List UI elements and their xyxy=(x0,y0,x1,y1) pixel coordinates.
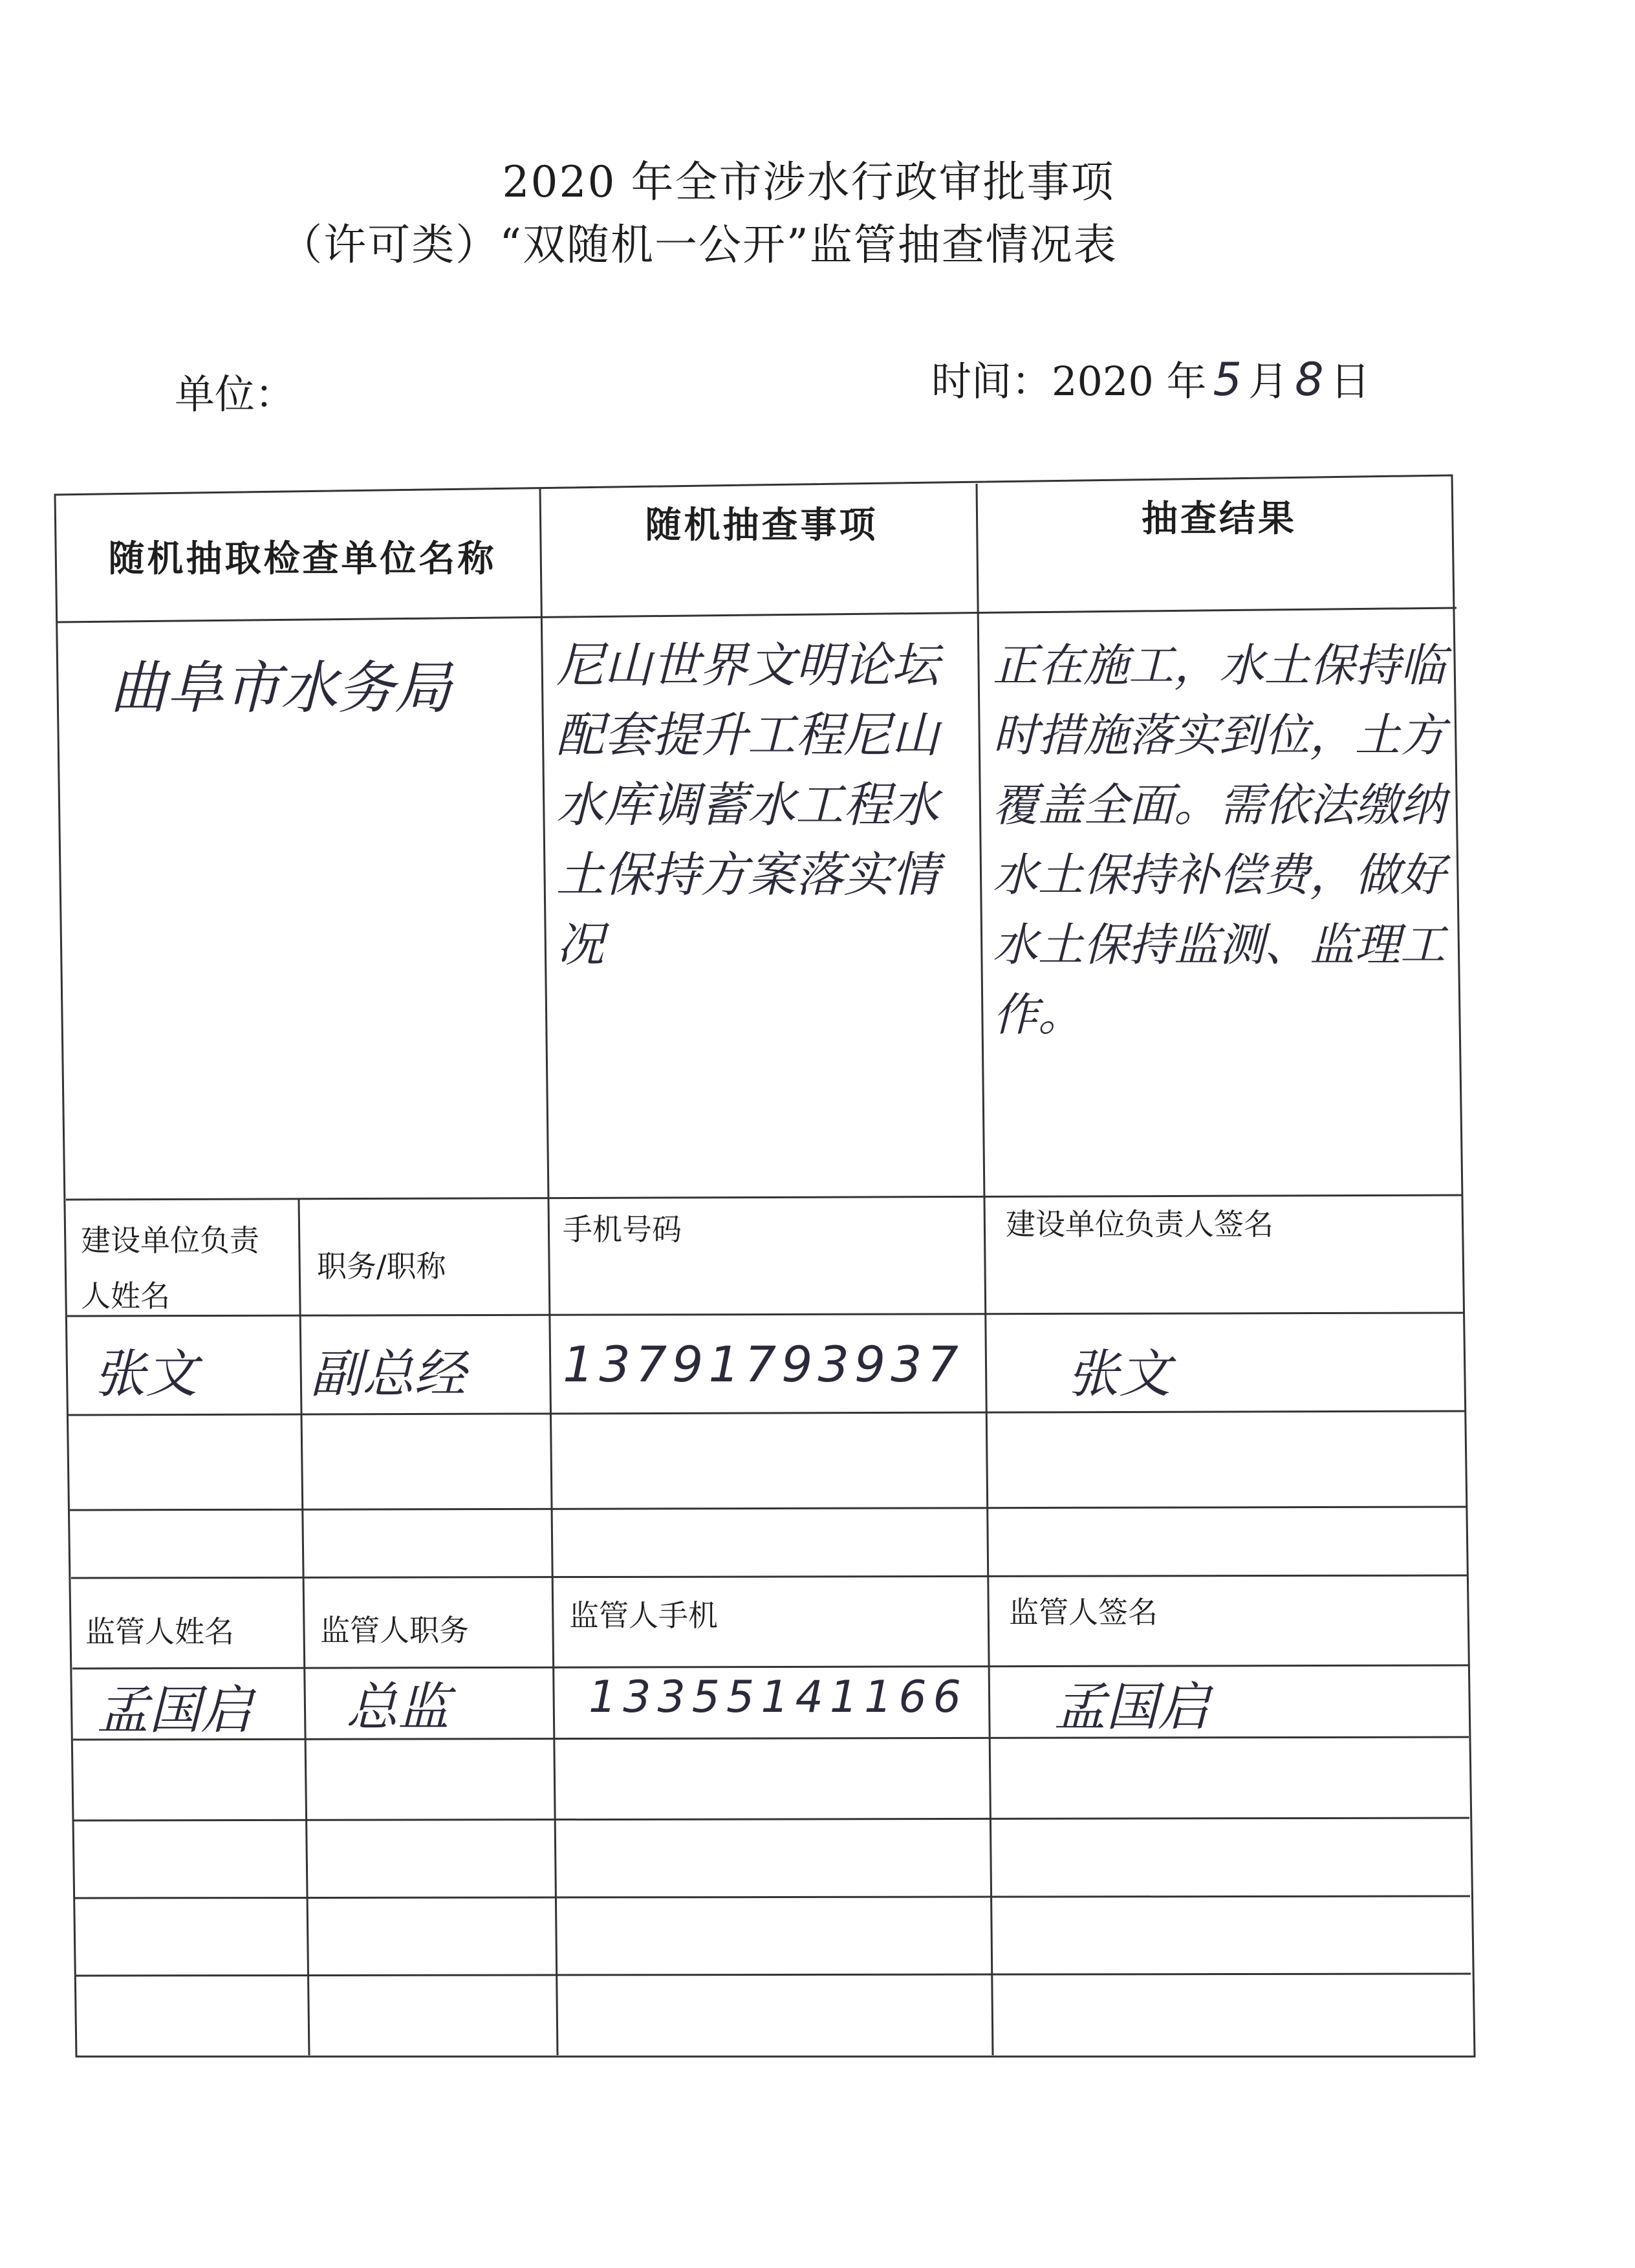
month-suffix: 月 xyxy=(1248,358,1289,405)
label-supervisor-name: 监管人姓名 xyxy=(85,1614,234,1649)
label-supervisor-title: 监管人职务 xyxy=(320,1613,469,1648)
record-unit-name: 曲阜市水务局 xyxy=(110,654,452,721)
label-supervisor-signature: 监管人签名 xyxy=(1009,1595,1158,1630)
date-month: 5 xyxy=(1213,353,1242,406)
label-supervisor-phone: 监管人手机 xyxy=(569,1598,718,1633)
label-owner-name: 建设单位负责人姓名 xyxy=(81,1223,259,1313)
owner-title: 副总经 xyxy=(310,1344,466,1404)
time-label: 时间：2020 年 xyxy=(931,358,1207,405)
label-owner-title: 职务/职称 xyxy=(317,1249,446,1284)
day-suffix: 日 xyxy=(1330,358,1370,405)
record-result: 正在施工，水土保持临时措施落实到位，土方覆盖全面。需依法缴纳水土保持补偿费，做好水土保持监测、监理工作。 xyxy=(993,639,1446,1041)
owner-name: 张文 xyxy=(94,1344,197,1404)
record-item: 尼山世界文明论坛配套提升工程尼山水库调蓄水工程水土保持方案落实情况 xyxy=(556,638,939,973)
header-unit-name: 随机抽取检查单位名称 xyxy=(108,538,497,580)
header-result: 抽查结果 xyxy=(1142,498,1297,540)
label-owner-signature: 建设单位负责人签名 xyxy=(1006,1207,1273,1242)
title-line-2: （许可类）“双随机一公开”监管抽查情况表 xyxy=(279,220,1118,270)
supervisor-phone: 13355141166 xyxy=(589,1672,968,1723)
supervisor-name: 孟国启 xyxy=(97,1680,252,1740)
owner-phone: 13791793937 xyxy=(563,1335,964,1393)
date-day: 8 xyxy=(1295,353,1324,406)
supervisor-signature: 孟国启 xyxy=(1054,1677,1209,1737)
supervisor-title: 总监 xyxy=(346,1677,449,1737)
unit-label: 单位： xyxy=(175,371,296,418)
header-item: 随机抽查事项 xyxy=(645,504,878,546)
owner-signature: 张文 xyxy=(1067,1344,1171,1404)
label-owner-phone: 手机号码 xyxy=(563,1212,682,1247)
title-line-1: 2020 年全市涉水行政审批事项 xyxy=(502,157,1115,207)
